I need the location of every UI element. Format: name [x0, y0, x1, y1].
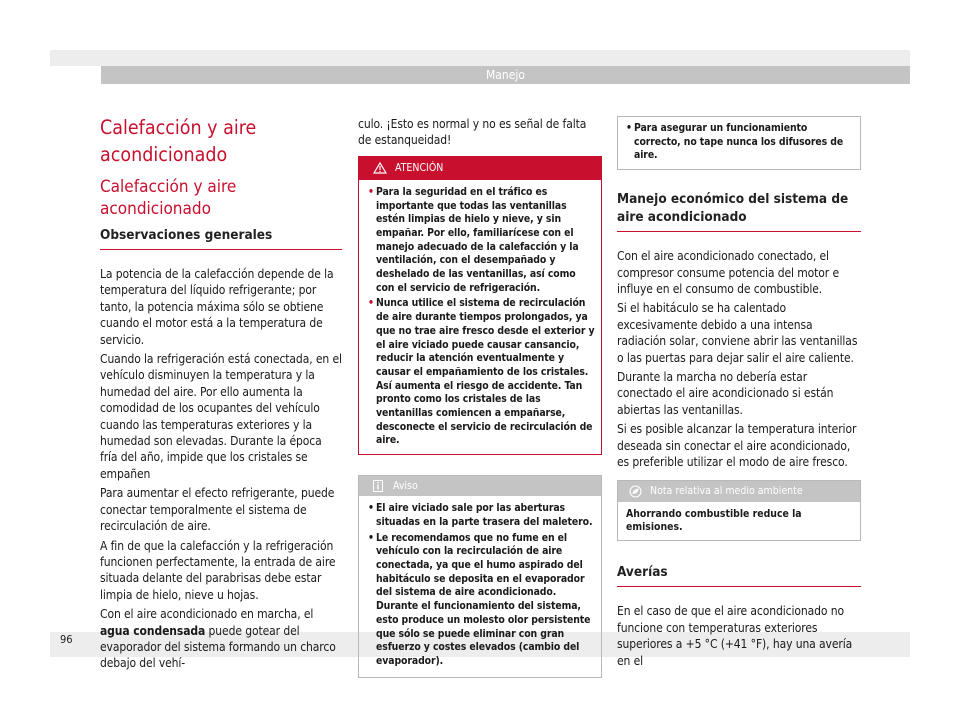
- middle-column: [358, 116, 602, 678]
- body-text: [100, 266, 342, 672]
- note-header: [359, 476, 601, 496]
- note-title: Aviso: [393, 480, 418, 493]
- paragraph: Durante la marcha no debería estar conectado el aire acondicionado si están abiertas las ventanillas.: [617, 369, 834, 417]
- environment-note-title: Nota relativa al medio ambiente: [650, 485, 803, 498]
- info-item: • Para asegurar un funcionamiento correcto, no tape nunca los difusores de aire.: [626, 122, 854, 163]
- section-block: [617, 563, 861, 587]
- paragraph: Si el habitáculo se ha calentado excesivamente debido a una intensa radiación solar, conviene abrir las ventanillas o las puertas para dejar salir el aire caliente.: [617, 301, 858, 365]
- note-item: • Le recomendamos que no fume en el vehículo con la recirculación de aire conectada, ya que el humo aspirado del habitáculo se deposita en el evaporador del sistema de aire acondicionado. Durante el funcionamiento del sistema, esto produce un molesto olor persistente que sólo se puede eliminar con gran esfuerzo y costes elevados (cambio del evaporador).: [368, 532, 595, 669]
- running-header: Manejo: [101, 66, 910, 84]
- page: [50, 66, 910, 671]
- warning-header: [359, 157, 601, 180]
- paragraph: culo. ¡Esto es normal y no es señal de falta de estanqueidad!: [358, 117, 587, 148]
- paragraph: Para aumentar el efecto refrigerante, puede conectar temporalmente el sistema de recirculación de aire.: [100, 486, 335, 534]
- page-background: [50, 50, 910, 671]
- paragraph: Con el aire acondicionado conectado, el compresor consume potencia del motor e influye en el consumo de combustible.: [617, 249, 840, 296]
- paragraph: A fin de que la calefacción y la refrigeración funcionen perfectamente, la entrada de aire situada delante del parabrisas debe estar limpia de hielo, nieve u hojas.: [100, 538, 336, 602]
- warning-title: ATENCIÓN: [395, 161, 444, 174]
- environment-note-header: [618, 481, 860, 502]
- paragraph: En el caso de que el aire acondicionado no funcione con temperaturas exteriores superiores a +5 °C (+41 °F), hay una avería en el: [617, 604, 853, 668]
- warning-item: • Nunca utilice el sistema de recirculación de aire durante tiempos prolongados, ya que no trae aire fresco desde el exterior y el aire viciado puede causar cansancio, reducir la atención eventualmente y causar el empañamiento de los cristales. Así aumenta el riesgo de accidente. Tan pronto como los cristales de las ventanillas comiencen a empañarse, desconecte el servicio de recirculación de aire.: [368, 297, 595, 448]
- paragraph: Cuando la refrigeración está conectada, en el vehículo disminuyen la temperatura y la humedad del aire. Por ello aumenta la comodidad de los ocupantes del vehículo cuando las temperaturas exteriores y la humedad son elevadas. Durante la época fría del año, impide que los cristales se empañen: [100, 352, 342, 481]
- warning-item: • Para la seguridad en el tráfico es importante que todas las ventanillas estén limpias de hielo y nieve, y sin empañar. Por ello, familiarícese con el manejo adecuado de la calefacción y la ventilación, con el desempañado y deshelado de las ventanillas, así como con el servicio de refrigeración.: [368, 186, 595, 296]
- body-text: [617, 603, 861, 669]
- environment-note-box: [617, 480, 861, 541]
- right-column: [617, 116, 861, 672]
- note-body: [359, 496, 601, 676]
- body-text: [358, 116, 602, 149]
- paragraph: [100, 606, 342, 672]
- leaf-icon: [629, 485, 642, 498]
- bold-term: agua condensada: [100, 623, 206, 638]
- warning-triangle-icon: [373, 162, 387, 174]
- subsection-title: Observaciones generales: [100, 226, 342, 250]
- note-item: • El aire viciado sale por las aberturas situadas en la parte trasera del maletero.: [368, 502, 595, 529]
- section-block: [617, 190, 861, 232]
- environment-note-text: Ahorrando combustible reduce la emisiones.: [626, 508, 802, 534]
- section-heading: Averías: [617, 563, 861, 587]
- info-icon: [373, 480, 383, 492]
- left-column: [100, 114, 342, 675]
- chapter-title: Calefacción y aire acondicionado: [100, 116, 257, 166]
- note-box: [358, 475, 602, 677]
- text-run: Con el aire acondicionado en marcha, el: [100, 607, 314, 622]
- paragraph: La potencia de la calefacción depende de la temperatura del líquido refrigerante; por tanto, la potencia máxima sólo se obtiene cuando el motor está a la temperatura de servicio.: [100, 267, 334, 347]
- warning-box: [358, 156, 602, 455]
- warning-body: [359, 180, 601, 454]
- section-title: Calefacción y aire acondicionado: [100, 177, 237, 219]
- paragraph: Si es posible alcanzar la temperatura interior deseada sin conectar el aire acondicionado, es preferible utilizar el modo de aire fresco.: [617, 422, 857, 469]
- page-number: 96: [60, 633, 73, 646]
- section-heading: Manejo económico del sistema de aire acondicionado: [617, 190, 861, 232]
- body-text: [617, 248, 861, 470]
- text-run: puede gotear del evaporador del sistema formando un charco debajo del vehí-: [100, 623, 336, 671]
- info-box: [617, 116, 861, 170]
